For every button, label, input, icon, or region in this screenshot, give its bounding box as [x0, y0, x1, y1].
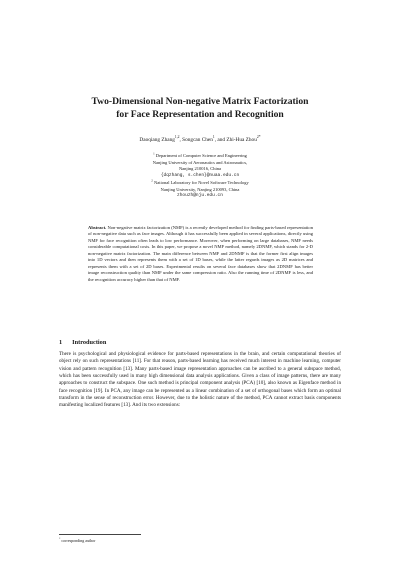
author-list	[40, 136, 360, 144]
affiliation-2-email: zhouzh@nju.edu.cn	[177, 193, 223, 199]
footnote-divider	[59, 534, 141, 535]
author-affiliation-mark: 1	[212, 135, 215, 140]
paper-title	[40, 95, 360, 121]
author-separator: , and	[214, 137, 227, 143]
title-line-2: for Face Representation and Recognition	[116, 109, 284, 120]
footnote	[59, 538, 341, 544]
section-heading	[59, 338, 341, 347]
affiliations	[60, 153, 340, 200]
author-separator: ,	[179, 137, 183, 143]
author-name: Daoqiang Zhang	[139, 137, 175, 143]
affiliation-text: National Laboratory for Novel Software Technology	[154, 179, 249, 185]
affiliation-mark: 1	[153, 151, 155, 156]
author-affiliation-mark: 1,2	[174, 135, 180, 140]
affiliation-1-line-3: Nanjing 210016, China	[178, 166, 222, 172]
title-line-1: Two-Dimensional Non-negative Matrix Factorization	[91, 96, 309, 107]
author-name: Zhi-Hua Zhou	[226, 137, 257, 143]
author-affiliation-mark: 2*	[256, 135, 261, 140]
affiliation-text: Department of Computer Science and Engineering	[155, 153, 247, 158]
affiliation-1-email: {dqzhang, s.chen}@nuaa.edu.cn	[160, 173, 240, 179]
section-number: 1	[59, 339, 63, 346]
affiliation-2-line-2: Nanjing University, Nanjing 210093, China	[160, 186, 240, 192]
affiliation-1-line-2: Nanjing University of Aeronautics and Astronautics,	[152, 159, 248, 165]
abstract-text: Non-negative matrix factorization (NMF) is a recently developed method for finding parts-based representation of non-negative data such as face images. Although it has successfully been applied in several applications, directly using NMF for face recognition often leads to low performance. Moreover, when performing on large databases, NMF needs considerable computational costs. In this paper, we propose a novel NMF method, namely 2DNMF, which stands for 2-D non-negative matrix factorization. The main difference between NMF and 2DNMF is that the former first align images into 1D vectors and then represents them with a set of 1D bases, while the latter regards images as 2D matrices and represents them with a set of 2D bases. Experimental results on several face databases show that 2DNMF has better image reconstruction quality than NMF under the same compression ratio. Also the running time of 2DNMF is less, and the recognition accuracy higher than that of NMF.	[88, 225, 313, 282]
author-name: Songcan Chen	[182, 137, 213, 143]
intro-paragraph: There is psychological and physiological evidence for parts-based representations in the brain, and certain computational theories of object rely on such representations [11]. For that reason, parts-based learning has received much interest in machine learning, computer vision and pattern recognition [13]. Many parts-based image representation approaches can be ascribed to a general subspace method, which has been successfully used in many high dimensional data analysis applications. Given a class of image patterns, there are many approaches to construct the subspace. One such method is principal component analysis (PCA) [10], also known as Eigenface method in face recognition [19]. In PCA, any image can be represented as a linear combination of a set of orthogonal bases which form an optimal transform in the sense of reconstruction error. However, due to the holistic nature of the method, PCA cannot extract basis components manifesting localized features [13]. And its two extensions:	[59, 351, 341, 409]
affiliation-mark: 2	[151, 178, 153, 183]
affiliation-1-line-1	[60, 153, 340, 160]
footnote-mark: *	[59, 537, 61, 541]
section-title: Introduction	[72, 339, 107, 346]
footnote-text: corresponding author	[60, 538, 96, 543]
abstract-label: Abstract.	[88, 225, 107, 230]
affiliation-2-line-1	[60, 180, 340, 187]
abstract	[88, 225, 313, 283]
